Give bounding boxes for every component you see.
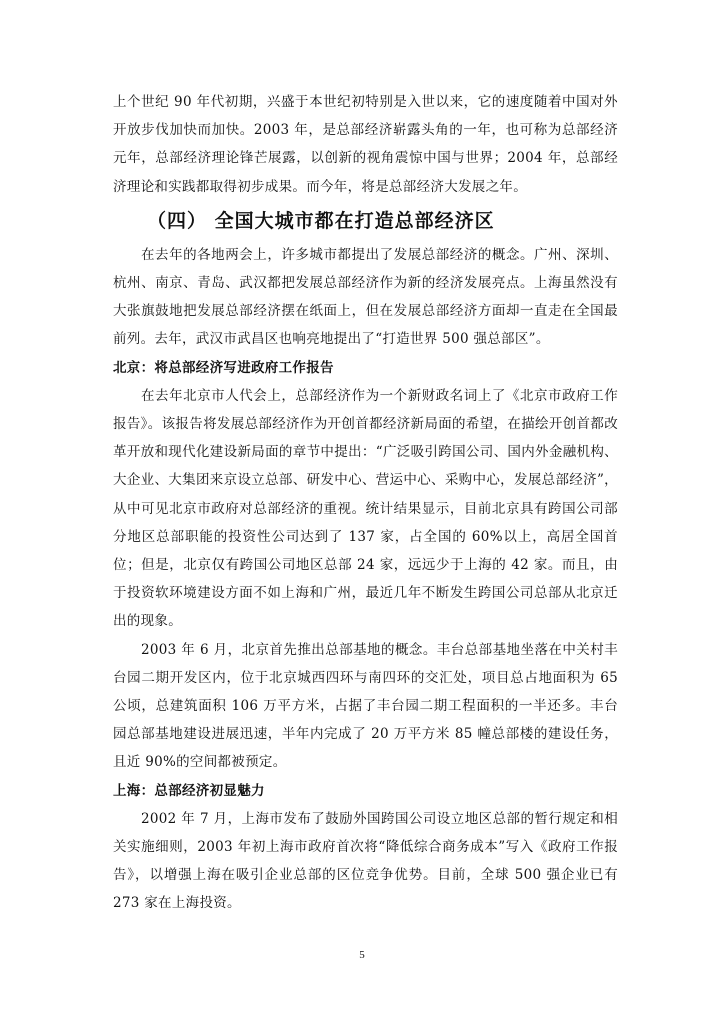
shanghai-paragraph-1: 2002 年 7 月，上海市发布了鼓励外国跨国公司设立地区总部的暂行规定和相关实施细则，2003 年初上海市政府首次将“降低综合商务成本”写入《政府工作报告》，以增强上海在吸引企业总部的区位竞争优势。目前，全球 500 强企业已有 273 家在上海投资。 (113, 810, 618, 912)
beijing-paragraph-2: 2003 年 6 月，北京首先推出总部基地的概念。丰台总部基地坐落在中关村丰台园二期开发区内，位于北京城西四环与南四环的交汇处，项目总占地面积为 65 公顷，总建筑面积 106 万平方米，占据了丰台园二期工程面积的一半还多。丰台园总部基地建设进展迅速，半年内完成了 20 万平方米 85 幢总部楼的建设任务，且近 90%的空间都被预定。 (113, 641, 618, 771)
intro-paragraph: 上个世纪 90 年代初期，兴盛于本世纪初特别是入世以来，它的速度随着中国对外开放步伐加快而加快。2003 年，是总部经济崭露头角的一年，也可称为总部经济元年，总部经济理论锋芒展露，以创新的视角震惊中国与世界；2004 年，总部经济理论和实践都取得初步成果。而今年，将是总部经济大发展之年。 (113, 94, 618, 195)
beijing-heading: 北京：将总部经济写进政府工作报告 (113, 359, 334, 376)
section-heading: （四） 全国大城市都在打造总部经济区 (147, 209, 495, 232)
page-body (113, 88, 618, 918)
beijing-paragraph-1: 在去年北京市人代会上，总部经济作为一个新财政名词上了《北京市政府工作报告》。该报告将发展总部经济作为开创首都经济新局面的希望，在描绘开创首都改革开放和现代化建设新局面的章节中提出：“广泛吸引跨国公司、国内外金融机构、大企业、大集团来京设立总部、研发中心、营运中心、采购中心，发展总部经济”，从中可见北京市政府对总部经济的重视。统计结果显示，目前北京具有跨国公司部分地区总部职能的投资性公司达到了 137 家，占全国的 60%以上，高居全国首位；但是，北京仅有跨国公司地区总部 24 家，远远少于上海的 42 家。而且，由于投资软环境建设方面不如上海和广州，最近几年不断发生跨国公司总部从北京迁出的现象。 (113, 387, 618, 630)
page-number: 5 (359, 949, 365, 961)
shanghai-heading: 上海：总部经济初显魅力 (113, 782, 265, 799)
section-paragraph: 在去年的各地两会上，许多城市都提出了发展总部经济的概念。广州、深圳、杭州、南京、青岛、武汉都把发展总部经济作为新的经济发展亮点。上海虽然没有大张旗鼓地把发展总部经济摆在纸面上，但在发展总部经济方面却一直走在全国最前列。去年，武汉市武昌区也响亮地提出了“打造世界 500 强总部区”。 (113, 246, 618, 348)
